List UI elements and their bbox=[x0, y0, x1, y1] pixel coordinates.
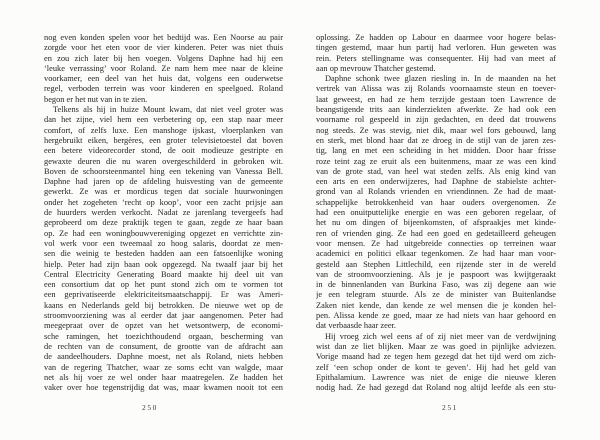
paragraph bbox=[44, 33, 283, 105]
text-line: comfort, of zelfs luxe. Een manshoge ijskast, vloerplanken van bbox=[44, 125, 283, 135]
text-line: hielp. Peter had zijn baan ook opgezegd. Na twaalf jaar bij het bbox=[44, 259, 283, 269]
text-line: schappelijke betrokkenheid van haar ouders overgenomen. Ze bbox=[316, 197, 556, 207]
text-line: ‘leuke verrassing’ voor Roland. Ze nam hem mee naar de kleine bbox=[44, 63, 283, 73]
text-line: begon er het nut van in te zien. bbox=[44, 94, 148, 104]
text-line: Vorige maand had ze tegen hem gezegd dat het tijd werd om zich- bbox=[316, 352, 556, 362]
text-line: Daphne schonk twee glazen riesling in. In de maanden na het bbox=[325, 74, 556, 84]
text-line: Zaken niet kende, dan kende ze wel mensen die je konden hel- bbox=[316, 300, 556, 310]
text-line: aan op mevrouw Thatcher gestemd. bbox=[316, 63, 436, 73]
text-line: grond van al Rolands vrienden en vriendinnen. Ze had de maat- bbox=[316, 187, 556, 197]
text-line: pen. Alissa kende ze goed, maar ze had niets van haar gehoord en bbox=[316, 311, 556, 321]
text-line: dan het zijne, viel hem een verbetering op, een stap naar meer bbox=[44, 115, 283, 125]
paragraph bbox=[316, 332, 556, 394]
text-line: vertrek van Alissa was zij Rolands voornaamste steun en toever- bbox=[316, 84, 556, 94]
text-line: Daphne had jaren op de afdeling huisvesting van de gemeente bbox=[44, 177, 283, 187]
text-line: nog steeds. Ze was stevig, niet dik, maar wel fors gebouwd, lang bbox=[316, 125, 556, 135]
text-line: zorgde voor het eten voor de vier kinderen. Peter was niet thuis bbox=[44, 43, 283, 53]
page-right-text bbox=[316, 33, 556, 393]
text-line: Epithalamium. Lawrence was niet de enige die nieuwe kleren bbox=[316, 372, 556, 382]
paragraph bbox=[316, 33, 556, 74]
text-line: had een onuitputtelijke energie en was een geboren regelaar, of bbox=[316, 208, 556, 218]
text-line: roze teint zag ze eruit als een buitenmens, maar ze was een kind bbox=[316, 156, 556, 166]
text-line: wist dan ze liet blijken. Maar ze was goed in pijnlijke adviezen. bbox=[316, 341, 556, 351]
text-line: van de regering Thatcher, waar ze soms echt van walgde, maar bbox=[44, 362, 283, 372]
text-line: oplossing. Ze hadden op Labour en daarmee voor hogere belas- bbox=[316, 33, 556, 42]
text-line: laat geweest, en had ze hem terzijde gestaan toen Lawrence de bbox=[316, 94, 556, 104]
text-line: onder het zogeheten ‘recht op koop’, voor een zacht prijsje aan bbox=[44, 197, 283, 207]
text-line: van de stroomvoorziening. Als je je paspoort was kwijtgeraakt bbox=[316, 269, 556, 279]
text-line: nodig had. Ze had gezegd dat Roland nog altijd leefde als een stu- bbox=[316, 383, 556, 393]
text-line: Telkens als hij in huize Mount kwam, dat niet veel groter was bbox=[53, 105, 283, 115]
text-line: van de grote stad, van heel wat steden zelfs. Als enig kind van bbox=[316, 166, 556, 176]
text-line: vol werk voor een tweemaal zo hoog salaris, doordat ze men- bbox=[44, 238, 283, 248]
text-line: vaker over hoe tegenstrijdig dat was, maar kwamen nooit tot een bbox=[44, 383, 283, 393]
text-line: sche ramingen, het toezichthoudend orgaan, bescherming van bbox=[44, 331, 283, 341]
text-line: je een telegram stuurde. Als ze de minister van Buitenlandse bbox=[316, 290, 556, 300]
paragraph bbox=[44, 105, 283, 393]
text-line: sen die weinig te besteden hadden aan een fatsoenlijke woning bbox=[44, 249, 283, 259]
text-line: gewerkt. Ze was er mordicus tegen dat sociale huurwoningen bbox=[44, 187, 283, 197]
text-line: Boven de schoorsteenmantel hing een tekening van Vanessa Bell. bbox=[44, 166, 283, 176]
paragraph bbox=[316, 74, 556, 331]
text-line: in de binnenlanden van Burkina Faso, was zij degene aan wie bbox=[316, 280, 556, 290]
text-line: een arts en een onderwijzeres, had Daphne de stabielste achter- bbox=[316, 177, 556, 187]
text-line: zelf ‘een schop onder de kont te geven’. Hij had het geld van bbox=[316, 362, 556, 372]
text-line: stroomvoorziening was al eerder dat jaar aangenomen. Peter had bbox=[44, 311, 283, 321]
text-line: geprobeerd om deze praktijk tegen te gaan, zegde ze haar baan bbox=[44, 218, 283, 228]
text-line: tingen gestemd, maar hun partij had verloren. Hun geweten was bbox=[316, 43, 556, 53]
text-line: voorkamer, een deel van het huis dat, volgens een ouderwetse bbox=[44, 74, 283, 84]
text-line: kaans en Nederlands geld bij betrokken. De nieuwe wet op de bbox=[44, 300, 283, 310]
text-line: net als hij voer ze wel onder haar maatregelen. Ze hadden het bbox=[44, 372, 283, 382]
text-line: op. Ze had een woningbouwvereniging opgezet en verrichtte zin- bbox=[44, 228, 283, 238]
text-line: hergebruikt eiken, bergères, een groter televisietoestel dat boven bbox=[44, 135, 283, 145]
text-line: de aandeelhouders. Daphne moest, net als Roland, niets hebben bbox=[44, 352, 283, 362]
text-line: academici en politici elkaar tegenkomen. Ze had haar man voor- bbox=[316, 249, 556, 259]
text-line: ren of vrienden ging. Ze had een goed en gedetailleerd geheugen bbox=[316, 228, 556, 238]
text-line: Central Electricity Generating Board maakte hij deel uit van bbox=[44, 269, 283, 279]
text-line: de rechten van de consument, de grootte van de afdracht aan bbox=[44, 341, 283, 351]
page-left-number: 250 bbox=[141, 403, 159, 412]
text-line: een betere videorecorder stond, de ooit modieuze gestripte en bbox=[44, 146, 283, 156]
text-line: gesteld aan Stephen Littlechild, een rijzende ster in de wereld bbox=[316, 259, 556, 269]
text-line: nog even konden spelen voor het bedtijd was. Een Noorse au pair bbox=[44, 33, 283, 42]
page-left-text bbox=[44, 33, 283, 393]
text-line: meegepraat over de opzet van het wetsontwerp, de economi- bbox=[44, 321, 283, 331]
text-line: voorname rol gespeeld in zijn gedachten, en deed dat trouwens bbox=[316, 115, 556, 125]
text-line: voor mensen. Ze had uitgebreide connecties op terreinen waar bbox=[316, 238, 556, 248]
text-line: gewaxte deuren die nu waren overgeschilderd in gebroken wit. bbox=[44, 156, 283, 166]
text-line: rein. Peters stellingname was consequenter. Hij had van meet af bbox=[316, 53, 556, 63]
page-right-number: 251 bbox=[441, 403, 459, 412]
text-line: het nu om dingen of bijeenkomsten, of afspraakjes met kinde- bbox=[316, 218, 556, 228]
text-line: tig, lang en met een scheiding in het midden. Door haar frisse bbox=[316, 146, 556, 156]
text-line: en zou zich later bij hen voegen. Volgens Daphne had hij een bbox=[44, 53, 283, 63]
text-line: de huurders werden verkocht. Nadat ze jarenlang tevergeefs had bbox=[44, 208, 283, 218]
text-line: regel, verboden terrein was voor kinderen en speelgoed. Roland bbox=[44, 84, 283, 94]
text-line: en sterk, met blond haar dat ze droeg in de stijl van de jaren zes- bbox=[316, 135, 556, 145]
text-line: dat verbaasde haar zeer. bbox=[316, 321, 396, 331]
text-line: Hij vroeg zich wel eens af of zij niet meer van de verdwijning bbox=[325, 331, 556, 341]
text-line: een consortium dat op het punt stond zich om te vormen tot bbox=[44, 280, 283, 290]
page-right bbox=[300, 0, 600, 440]
text-line: beangstigende trits aan kinderziekten afwerkte. Ze had ook een bbox=[316, 105, 556, 115]
text-line: een geprivatiseerde elektriciteitsmaatschappij. Er was Ameri- bbox=[44, 290, 283, 300]
